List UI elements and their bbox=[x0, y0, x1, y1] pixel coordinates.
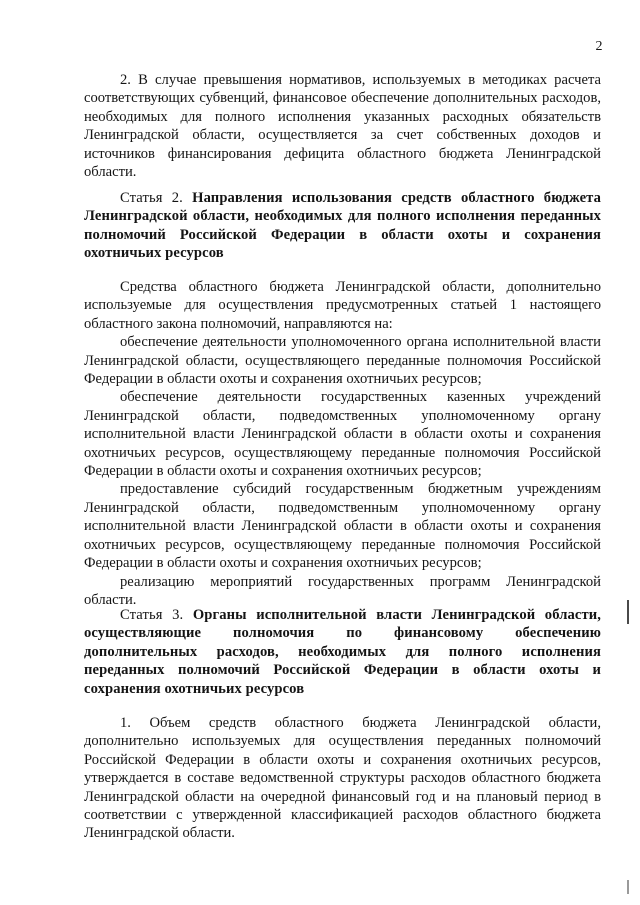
article-2-item-1: обеспечение деятельности уполномоченного органа исполнительной власти Ленинградской области, осуществляющего переданные полномочия Российской Федерации в области охоты и сохранения охотничьих ресурсов; bbox=[84, 334, 601, 388]
article-2-item-4: реализацию мероприятий государственных программ Ленинградской области. bbox=[84, 573, 601, 608]
article-2-intro: Средства областного бюджета Ленинградской области, дополнительно используемые для осуществления предусмотренных статьей 1 настоящего областного закона полномочий, направляются на: bbox=[84, 279, 601, 332]
article-2-item-2: обеспечение деятельности государственных казенных учреждений Ленинградской области, подведомственных уполномоченному органу исполнительной власти Ленинградской области в области охоты и сохранения охотничьих ресурсов, осуществляющему переданные полномочия Российской Федерации в области охоты и сохранения охотничьих ресурсов; bbox=[84, 389, 601, 480]
article-3-title: Органы исполнительной власти Ленинградской области, осуществляющие полномочия по финансовому обеспечению дополнительных расходов, необходимых для полного исполнения переданных полномочий Российской Федерации в области охоты и сохранения охотничьих ресурсов bbox=[84, 607, 602, 697]
article-3-prefix: Статья 3. bbox=[120, 607, 184, 623]
scan-edge-mark-lower bbox=[627, 880, 629, 894]
article-2-title: Направления использования средств областного бюджета Ленинградской области, необходимых для полного исполнения переданных полномочий Российской Федерации в области охоты и сохранения охотничьих ресурсов bbox=[84, 190, 602, 262]
article-2-heading bbox=[84, 189, 601, 263]
scan-edge-mark bbox=[627, 600, 629, 624]
article-2-body bbox=[84, 278, 601, 609]
article-3-paragraph-1: 1. Объем средств областного бюджета Ленинградской области, дополнительно используемых для осуществления переданных полномочий Российской Федерации в области охоты и сохранения охотничьих ресурсов, утверждается в составе ведомственной структуры расходов областного бюджета Ленинградской области на очередной финансовый год и на плановый период в соответствии с утвержденной классификацией расходов областного бюджета Ленинградской области. bbox=[84, 715, 601, 842]
article-2-item-3: предоставление субсидий государственным бюджетным учреждениям Ленинградской области, подведомственным уполномоченному органу исполнительной власти Ленинградской области в области охоты и сохранения охотничьих ресурсов, осуществляющему переданные полномочия Российской Федерации в области охоты и сохранения охотничьих ресурсов; bbox=[84, 481, 601, 572]
section-2-paragraph: 2. В случае превышения нормативов, используемых в методиках расчета соответствующих субвенций, финансовое обеспечение дополнительных расходов, необходимых для полного исполнения указанных расходных обязательств Ленинградской области, осуществляется за счет собственных доходов и источников финансирования дефицита областного бюджета Ленинградской области. bbox=[84, 72, 601, 181]
article-3-heading bbox=[84, 606, 601, 698]
page-number: 2 bbox=[595, 39, 603, 54]
article-2-prefix: Статья 2. bbox=[120, 190, 183, 206]
